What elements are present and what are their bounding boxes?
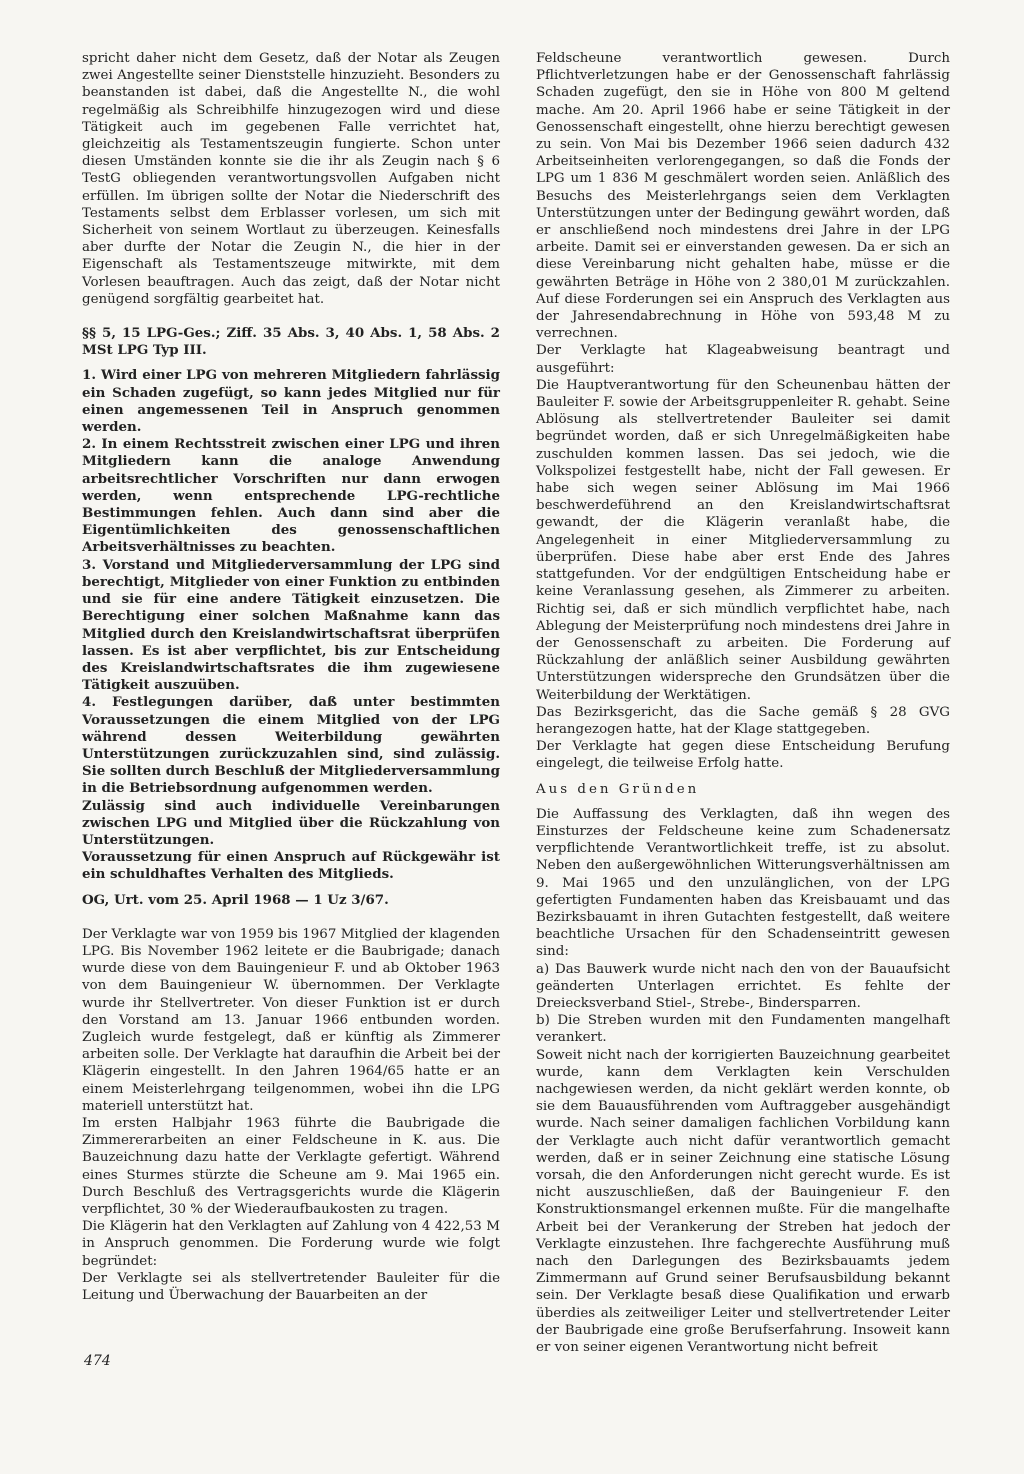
headnote-2: 2. In einem Rechtsstreit zwischen einer LPG und ihren Mitgliedern kann die analoge Anwendung arbeitsrechtlicher Vorschriften nur dann erwogen werden, wenn entsprechende LPG-rechtliche Bestimmungen fehlen. Auch dann sind aber die Eigentümlichkeiten des genossenschaftlichen Arbeitsverhältnisses zu beachten. [82,436,500,556]
intro-paragraph: spricht daher nicht dem Gesetz, daß der Notar als Zeugen zwei Angestellte seiner Dienststelle hinzuzieht. Besonders zu beanstanden ist dabei, daß die Angestellte N., die wohl regelmäßig als Schreibhilfe hinzugezogen wird und diese Tätigkeit auch im gegebenen Falle verrichtet hat, gleichzeitig als Testamentszeugin fungierte. Schon unter diesen Umständen konnte sie die ihr als Zeugin nach § 6 TestG obliegenden verantwortungsvollen Aufgaben nicht erfüllen. Im übrigen sollte der Notar die Niederschrift des Testaments selbst dem Erblasser vorlesen, um sich mit Sicherheit von seinem Wortlaut zu überzeugen. Keinesfalls aber durfte der Notar die Zeugin N., die hier in der Eigenschaft als Testamentszeuge mitwirkte, mit dem Vorlesen beauftragen. Auch das zeigt, daß der Notar nicht genügend sorgfältig gearbeitet hat. [82,51,500,307]
headnote-4: 4. Festlegungen darüber, daß unter bestimmten Voraussetzungen die einem Mitglied von der LPG während dessen Weiterbildung gewährten Unterstützungen zurückzuzahlen sind, sind zulässig. Sie sollten durch Beschluß der Mitgliederversammlung in die Betriebsordnung aufgenommen werden. [82,694,500,797]
right-paragraph-8: b) Die Streben wurden mit den Fundamenten mangelhaft verankert. [536,1013,950,1046]
right-paragraph-2: Der Verklagte hat Klageabweisung beantragt und ausgeführt: [536,343,950,376]
headnote-4b: Zulässig sind auch individuelle Vereinbarungen zwischen LPG und Mitglied über die Rückzahlung von Unterstützungen. [82,797,500,848]
right-paragraph-4: Das Bezirksgericht, das die Sache gemäß § 28 GVG herangezogen hatte, hat der Klage stattgegeben. [536,704,950,737]
facts-paragraph-1: Der Verklagte war von 1959 bis 1967 Mitglied der klagenden LPG. Bis November 1962 leitete er die Baubrigade; danach wurde diese von dem Bauingenieur F. und ab Oktober 1963 von dem Bauingenieur W. übernommen. Der Verklagte wurde ihr Stellvertreter. Von dieser Funktion ist er durch den Vorstand am 13. Januar 1966 entbunden worden. Zugleich wurde festgelegt, daß er künftig als Zimmerer arbeiten solle. Der Verklagte hat daraufhin die Arbeit bei der Klägerin eingestellt. In den Jahren 1964/65 hatte er an einem Meisterlehrgang teilgenommen, wobei ihn die LPG materiell unterstützt hat. [82,926,500,1114]
facts-paragraph-2: Im ersten Halbjahr 1963 führte die Baubrigade die Zimmererarbeiten an einer Feldscheune in K. aus. Die Bauzeichnung dazu hatte der Verklagte gefertigt. Während eines Sturmes stürzte die Scheune am 9. Mai 1965 ein. Durch Beschluß des Vertragsgerichts wurde die Klägerin verpflichtet, 30 % der Wiederaufbaukosten zu tragen. [82,1115,500,1217]
right-paragraph-7: a) Das Bauwerk wurde nicht nach den von der Bauaufsicht geänderten Unterlagen errichtet. Es fehlte der Dreiecksverband Stiel-, Strebe-, Bindersparren. [536,961,950,1011]
right-paragraph-6: Die Auffassung des Verklagten, daß ihn wegen des Einsturzes der Feldscheune keine zum Schadenersatz verpflichtende Verantwortlichkeit treffe, ist zu absolut. Neben den außergewöhnlichen Witterungsverhältnissen am 9. Mai 1965 und den unzulänglichen, von der LPG gefertigten Fundamenten haben das Kreisbauamt und das Bezirksbauamt in ihren Gutachten festgestellt, daß weitere beachtliche Ursachen für den Schadenseintritt gewesen sind: [536,806,950,960]
citation: OG, Urt. vom 25. April 1968 — 1 Uz 3/67. [82,891,389,908]
headnote-3: 3. Vorstand und Mitgliederversammlung der LPG sind berechtigt, Mitglieder von einer Funktion zu entbinden und sie für eine andere Tätigkeit einzusetzen. Die Berechtigung einer solchen Maßnahme kann das Mitglied durch den Kreislandwirtschaftsrat überprüfen lassen. Es ist aber verpflichtet, bis zur Entscheidung des Kreislandwirtschaftsrates die ihm zugewiesene Tätigkeit auszuüben. [82,556,500,694]
right-paragraph-9: Soweit nicht nach der korrigierten Bauzeichnung gearbeitet wurde, kann dem Verklagten kein Verschulden nachgewiesen werden, da nicht geklärt werden konnte, ob sie dem Bauausführenden vom Auftraggeber ausgehändigt wurde. Nach seiner damaligen fachlichen Vorbildung kann der Verklagte auch nicht dafür verantwortlich gemacht werden, daß er in seiner Zeichnung eine statische Lösung vorsah, die den Anforderungen nicht gerecht wurde. Es ist nicht auszuschließen, daß der Bauingenieur F. den Konstruktionsmangel erkennen mußte. Für die mangelhafte Arbeit bei der Verankerung der Streben hat jedoch der Verklagte einzustehen. Ihre fachgerechte Ausführung muß nach den Darlegungen des Bezirksbauamts jedem Zimmermann auf Grund seiner Berufsausbildung bekannt sein. Der Verklagte besaß diese Qualifikation und erwarb überdies als zeitweiliger Leiter und stellvertretender Leiter der Baubrigade eine große Berufserfahrung. Insoweit kann er von seiner eigenen Verantwortung nicht befreit [536,1047,950,1356]
facts-paragraph-3: Die Klägerin hat den Verklagten auf Zahlung von 4 422,53 M in Anspruch genommen. Die Forderung wurde wie folgt begründet: [82,1219,500,1269]
right-paragraph-1: Feldscheune verantwortlich gewesen. Durch Pflichtverletzungen habe er der Genossenschaft fahrlässig Schaden zugefügt, den sie in Höhe von 800 M geltend mache. Am 20. April 1966 habe er seine Tätigkeit in der Genossenschaft eingestellt, ohne hierzu berechtigt gewesen zu sein. Von Mai bis Dezember 1966 seien dadurch 432 Arbeitseinheiten verlorengegangen, so daß die Fonds der LPG um 1 836 M geschmälert worden seien. Anläßlich des Besuchs des Meisterlehrgangs seien dem Verklagten Unterstützungen unter der Bedingung gewährt worden, daß er anschließend noch mindestens drei Jahre in der LPG arbeite. Damit sei er einverstanden gewesen. Da er sich an diese Vereinbarung nicht gehalten habe, müsse er die gewährten Beträge in Höhe von 2 380,01 M zurückzahlen. Auf diese Forderungen sei ein Anspruch des Verklagten aus der Jahresendabrechnung in Höhe von 593,48 M zu verrechnen. [536,51,950,342]
page-number: 474 [84,1353,111,1369]
section-heading: Aus den Gründen [536,781,700,797]
facts-paragraph-4: Der Verklagte sei als stellvertretender Bauleiter für die Leitung und Überwachung der Bauarbeiten an der [82,1270,500,1304]
headnote-1: 1. Wird einer LPG von mehreren Mitgliedern fahrlässig ein Schaden zugefügt, so kann jedes Mitglied nur für einen angemessenen Teil in Anspruch genommen werden. [82,367,500,436]
statute-header: §§ 5, 15 LPG-Ges.; Ziff. 35 Abs. 3, 40 Abs. 1, 58 Abs. 2 MSt LPG Typ III. [82,325,500,359]
left-column [82,50,500,1304]
right-paragraph-5: Der Verklagte hat gegen diese Entscheidung Berufung eingelegt, die teilweise Erfolg hatte. [536,739,950,772]
right-column [536,50,950,1356]
headnote-4c: Voraussetzung für einen Anspruch auf Rückgewähr ist ein schuldhaftes Verhalten des Mitglieds. [82,849,500,883]
right-paragraph-3: Die Hauptverantwortung für den Scheunenbau hätten der Bauleiter F. sowie der Arbeitsgruppenleiter R. gehabt. Seine Ablösung als stellvertretender Bauleiter sei damit begründet worden, daß er sich Unregelmäßigkeiten habe zuschulden kommen lassen. Das sei jedoch, wie die Volkspolizei festgestellt habe, nicht der Fall gewesen. Er habe sich wegen seiner Ablösung im Mai 1966 beschwerdeführend an den Kreislandwirtschaftsrat gewandt, der die Klägerin veranlaßt habe, die Angelegenheit in einer Mitgliederversammlung zu überprüfen. Diese habe aber erst Ende des Jahres stattgefunden. Vor der endgültigen Entscheidung habe er keine Veranlassung gesehen, als Zimmerer zu arbeiten. Richtig sei, daß er sich mündlich verpflichtet habe, nach Ablegung der Meisterprüfung noch mindestens drei Jahre in der Genossenschaft zu arbeiten. Die Forderung auf Rückzahlung der anläßlich seiner Ausbildung gewährten Unterstützungen widerspreche den Grundsätzen über die Weiterbildung der Werktätigen. [536,377,950,703]
